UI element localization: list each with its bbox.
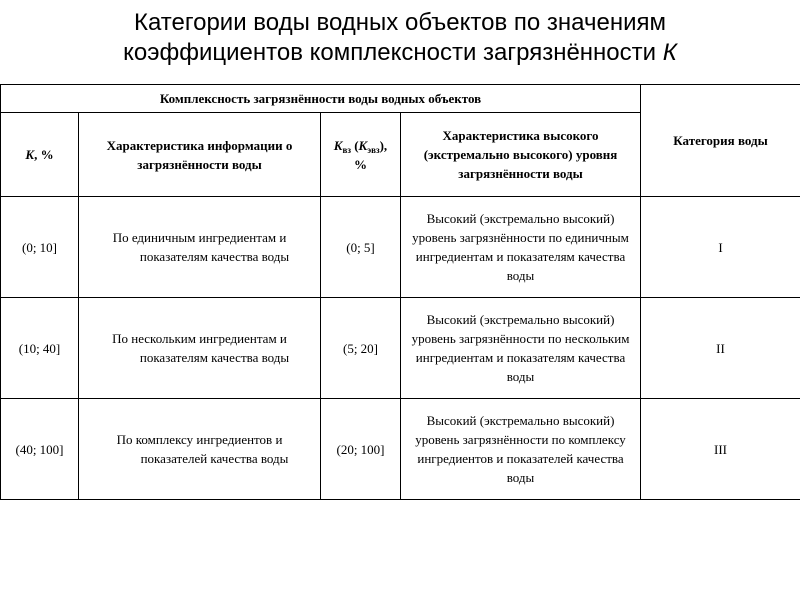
cell-info-line-1: По нескольким ингредиентам и xyxy=(112,331,287,346)
cell-k-range: (0; 10] xyxy=(1,197,79,298)
header-high-level: Характеристика высокого (экстремально высокого) уровня загрязнённости воды xyxy=(401,113,641,197)
cell-category: II xyxy=(641,298,800,399)
title-k-symbol: К xyxy=(662,39,677,66)
title-line-1: Категории воды водных объектов по значениям xyxy=(134,9,666,36)
header-kvz-suffix: ), % xyxy=(354,137,388,172)
cell-kvz-range: (5; 20] xyxy=(321,298,401,399)
cell-info-line-1: По комплексу ингредиентов и xyxy=(116,432,283,447)
cell-k-range: (10; 40] xyxy=(1,298,79,399)
header-info: Характеристика информации о загрязнённости воды xyxy=(79,113,321,197)
header-kevz-subscript: эвз xyxy=(367,144,380,155)
header-k xyxy=(1,113,79,197)
cell-info-line-1: По единичным ингредиентам и xyxy=(112,230,287,245)
cell-info xyxy=(79,197,321,298)
cell-info-line-2: показателям качества воды xyxy=(139,350,290,365)
cell-info-line-2: показателям качества воды xyxy=(139,249,290,264)
header-category: Категория воды xyxy=(641,85,800,197)
header-kvz-symbol: K xyxy=(333,137,343,153)
header-kvz: $K_{вз}$ $(K_{эвз})$, % xyxy=(321,113,401,197)
cell-k-range: (40; 100] xyxy=(1,399,79,500)
table-row xyxy=(1,399,800,500)
table-group-header-row xyxy=(1,85,800,113)
cell-info xyxy=(79,298,321,399)
cell-high-level: Высокий (экстремально высокий) уровень загрязнённости по комплексу ингредиентов и показателей качества воды xyxy=(401,399,641,500)
cell-info xyxy=(79,399,321,500)
cell-category: I xyxy=(641,197,800,298)
cell-high-level: Высокий (экстремально высокий) уровень загрязнённости по нескольким ингредиентам и показателям качества воды xyxy=(401,298,641,399)
cell-high-level: Высокий (экстремально высокий) уровень загрязнённости по единичным ингредиентам и показателям качества воды xyxy=(401,197,641,298)
slide-title xyxy=(0,8,800,68)
header-kvz-subscript: вз xyxy=(342,144,351,155)
cell-kvz-range: (20; 100] xyxy=(321,399,401,500)
header-kevz-symbol: K xyxy=(358,137,368,153)
cell-kvz-range: (0; 5] xyxy=(321,197,401,298)
table-row xyxy=(1,298,800,399)
header-k-suffix: , % xyxy=(34,147,54,162)
title-line-2-text: коэффициентов комплексности загрязнённости xyxy=(123,39,663,66)
cell-category: III xyxy=(641,399,800,500)
cell-info-line-2: показателей качества воды xyxy=(140,451,289,466)
title-line-2 xyxy=(0,38,800,68)
table-row xyxy=(1,197,800,298)
header-k-symbol: K xyxy=(25,147,35,162)
water-category-table xyxy=(0,84,800,500)
group-header-cell: Комплексность загрязнённости воды водных объектов xyxy=(1,85,641,113)
